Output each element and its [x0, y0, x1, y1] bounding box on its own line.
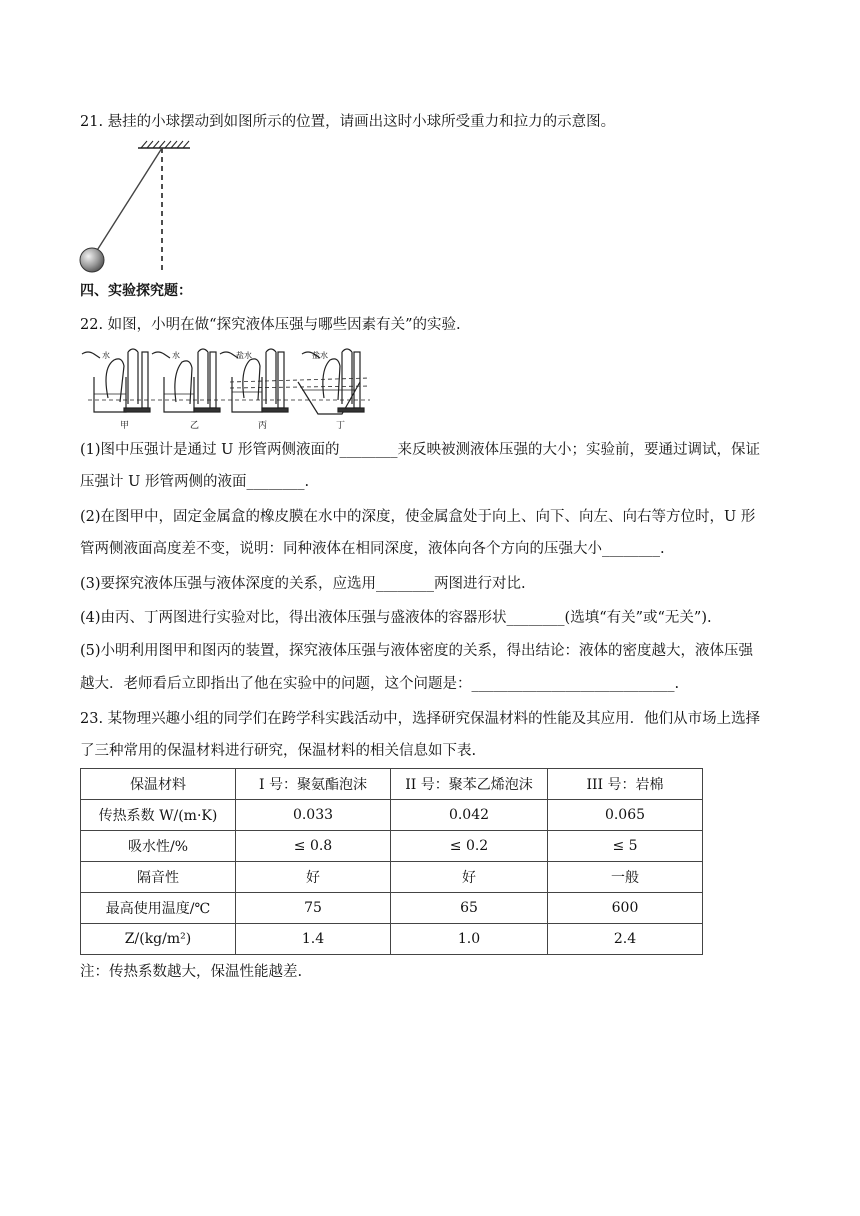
table-header-cell: II 号：聚苯乙烯泡沫	[391, 769, 548, 800]
q23-note: 注：传热系数越大，保温性能越差.	[80, 964, 303, 980]
table-cell: ≤ 0.8	[236, 831, 391, 862]
label-water-2: 水	[172, 351, 180, 360]
table-cell: 1.4	[236, 924, 391, 955]
caption-bing: 丙	[258, 421, 268, 431]
table-row	[81, 831, 703, 862]
pressure-gauge-figure	[80, 342, 380, 432]
pendulum-string	[96, 148, 162, 252]
caption-jia: 甲	[120, 421, 130, 431]
table-cell: 传热系数 W/(m·K)	[81, 800, 236, 831]
ceiling-hatch	[141, 141, 189, 148]
table-cell: 600	[548, 893, 703, 924]
table-cell: 吸水性/%	[81, 831, 236, 862]
table-cell: 好	[391, 862, 548, 893]
table-header-cell: 保温材料	[81, 769, 236, 800]
label-water-1: 水	[102, 351, 110, 360]
section-heading: 四、实验探究题：	[80, 283, 192, 299]
q23-line2: 了三种常用的保温材料进行研究，保温材料的相关信息如下表.	[80, 743, 477, 759]
setup-bing	[220, 349, 288, 412]
table-cell: ≤ 5	[548, 831, 703, 862]
table-row	[81, 862, 703, 893]
pendulum-ball	[80, 248, 104, 272]
table-cell: 好	[236, 862, 391, 893]
table-cell: 75	[236, 893, 391, 924]
q22-p1-line1: (1)图中压强计是通过 U 形管两侧液面的________来反映被测液体压强的大小；实验前，要通过调试，保证	[80, 442, 760, 458]
q22-p5-line2: 越大．老师看后立即指出了他在实验中的问题，这个问题是：____________________________.	[80, 676, 680, 692]
table-cell: 隔音性	[81, 862, 236, 893]
ref-line-2	[230, 378, 370, 382]
table-cell: 0.065	[548, 800, 703, 831]
table-header-cell: I 号：聚氨酯泡沫	[236, 769, 391, 800]
label-brine-2: 盐水	[312, 351, 328, 360]
caption-yi: 乙	[190, 421, 200, 431]
table-row	[81, 893, 703, 924]
q21-text: 21. 悬挂的小球摆动到如图所示的位置，请画出这时小球所受重力和拉力的示意图。	[80, 114, 616, 130]
label-brine-1: 盐水	[236, 351, 252, 360]
table-cell: 一般	[548, 862, 703, 893]
table-row	[81, 800, 703, 831]
pendulum-figure	[78, 138, 208, 278]
table-cell: 0.033	[236, 800, 391, 831]
q22-p2-line2: 管两侧液面高度差不变，说明：同种液体在相同深度，液体向各个方向的压强大小________.	[80, 541, 665, 557]
table-cell: 1.0	[391, 924, 548, 955]
table-cell: 65	[391, 893, 548, 924]
table-row	[81, 924, 703, 955]
q22-p1-line2: 压强计 U 形管两侧的液面________.	[80, 474, 310, 490]
materials-table	[80, 768, 703, 955]
q22-p2-line1: (2)在图甲中，固定金属盒的橡皮膜在水中的深度，使金属盒处于向上、向下、向左、向右等方位时，U 形	[80, 509, 756, 525]
caption-ding: 丁	[336, 421, 346, 431]
setup-ding	[298, 349, 364, 414]
q22-p5-line1: (5)小明利用图甲和图丙的装置，探究液体压强与液体密度的关系，得出结论：液体的密度越大，液体压强	[80, 643, 754, 659]
table-cell: 2.4	[548, 924, 703, 955]
q22-intro: 22. 如图，小明在做“探究液体压强与哪些因素有关”的实验.	[80, 317, 461, 333]
table-cell: Z/(kg/m²)	[81, 924, 236, 955]
table-header-cell: III 号：岩棉	[548, 769, 703, 800]
q22-p4: (4)由丙、丁两图进行实验对比，得出液体压强与盛液体的容器形状________(选填“有关”或“无关”).	[80, 610, 712, 626]
setup-yi	[152, 349, 220, 412]
q22-p3: (3)要探究液体压强与液体深度的关系，应选用________两图进行对比.	[80, 576, 526, 592]
table-cell: ≤ 0.2	[391, 831, 548, 862]
table-cell: 0.042	[391, 800, 548, 831]
table-header-row	[81, 769, 703, 800]
q23-line1: 23. 某物理兴趣小组的同学们在跨学科实践活动中，选择研究保温材料的性能及其应用．他们从市场上选择	[80, 711, 761, 727]
setup-jia	[82, 349, 150, 412]
table-cell: 最高使用温度/℃	[81, 893, 236, 924]
